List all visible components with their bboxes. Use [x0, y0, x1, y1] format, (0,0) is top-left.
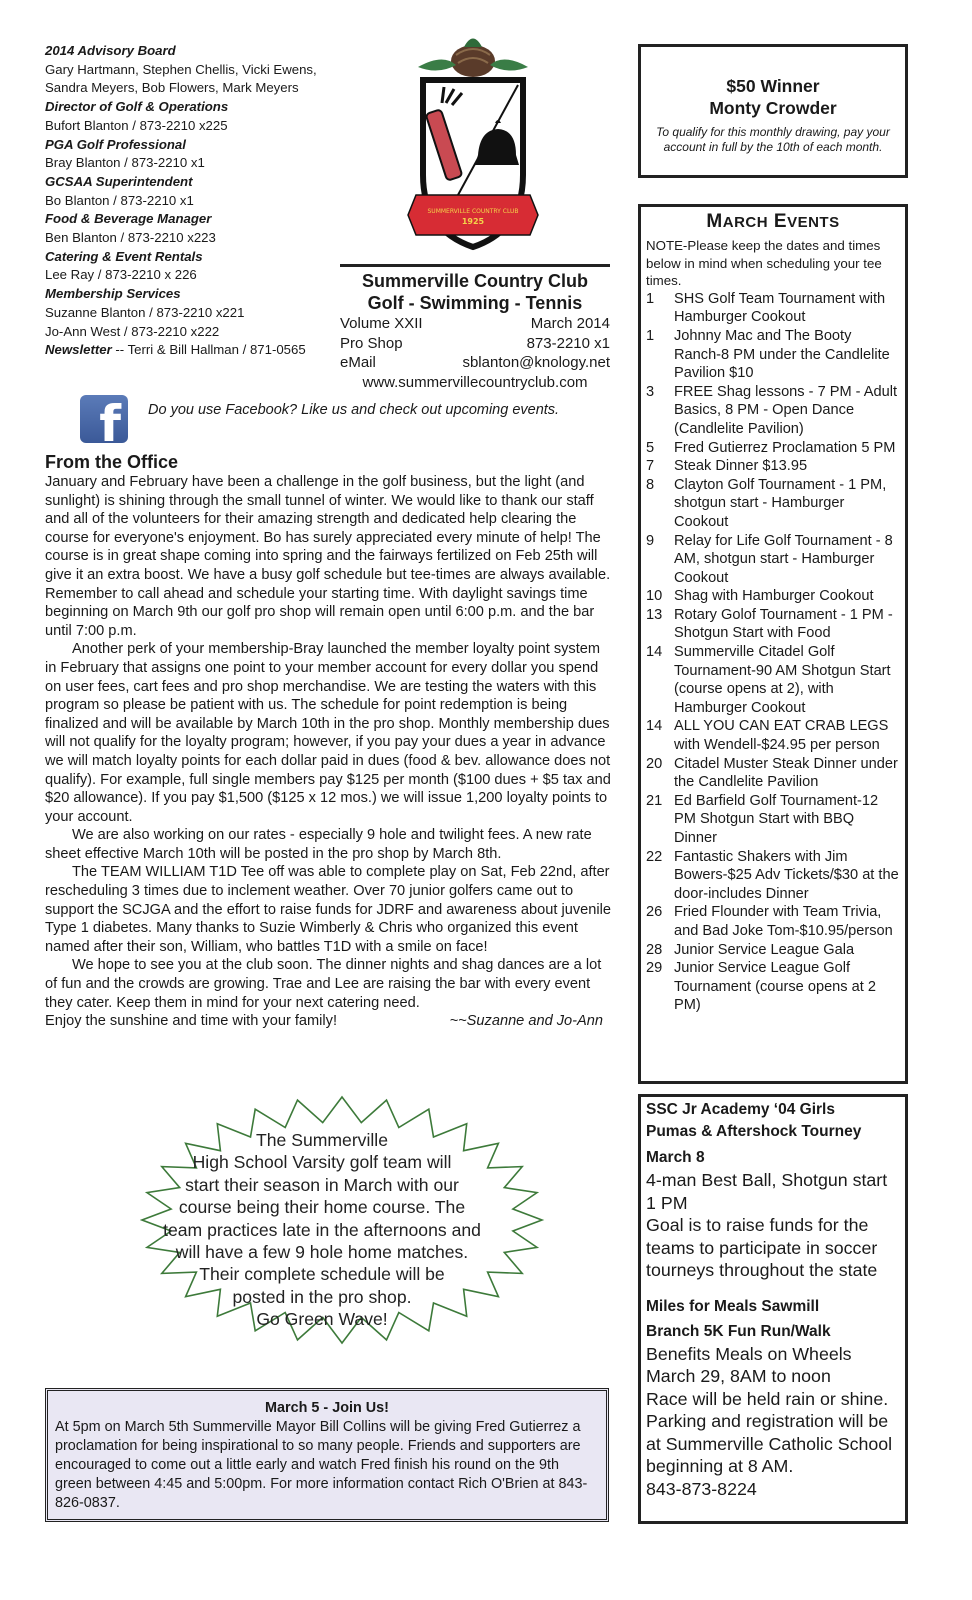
event-text: Clayton Golf Tournament - 1 PM, shotgun start - Hamburger Cookout [674, 476, 887, 530]
event-text: Citadel Muster Steak Dinner under the Candlelite Pavilion [674, 755, 898, 791]
ssc-box [638, 1094, 908, 1524]
office-closing-row [45, 1012, 611, 1031]
facebook-text: Do you use Facebook? Like us and check out upcoming events. [148, 402, 560, 418]
logo-ribbon-text: SUMMERVILLE COUNTRY CLUB [427, 208, 519, 215]
events-heading-cap: E [773, 211, 788, 232]
ssc-title: SSC Jr Academy ‘04 Girls [646, 1101, 835, 1118]
starburst-line: The Summerville [256, 1130, 388, 1150]
starburst-line: will have a few 9 hole home matches. [175, 1242, 469, 1263]
proshop-label: Pro Shop [340, 334, 403, 352]
winner-name: Monty Crowder [709, 98, 837, 118]
membership-role: Membership Services [45, 286, 181, 302]
run-text: March 29, 8AM to noon [646, 1366, 831, 1386]
join-text: At 5pm on March 5th Summerville Mayor Bill Collins will be giving Fred Gutierrez a proclamation for being inspirational to so many people. Friends and supporters are encouraged to come out a little early and watch Fred finish his round on the 9th green between 4:45 and 5:00pm. For more information contact Rich O'Brien at 843-826-0837. [55, 1419, 588, 1511]
event-day: 22 [646, 848, 663, 865]
event-item [646, 327, 900, 383]
event-item [646, 290, 900, 327]
pineapple-icon [418, 39, 528, 78]
starburst-line: Go Green Wave! [256, 1309, 388, 1330]
masthead-rule [340, 264, 610, 267]
starburst-line: posted in the pro shop. [232, 1286, 412, 1307]
join-heading: March 5 - Join Us! [265, 1400, 389, 1416]
staff-directory [45, 42, 345, 360]
ssc-title: Pumas & Aftershock Tourney [646, 1123, 862, 1140]
advisory-line: Gary Hartmann, Stephen Chellis, Vicki Ewens, [45, 61, 317, 77]
winner-box [638, 44, 908, 178]
event-item [646, 383, 900, 439]
club-name: Summerville Country Club [361, 271, 589, 291]
advisory-title: 2014 Advisory Board [45, 43, 176, 58]
event-text: Junior Service League Golf Tournament (course opens at 2 PM) [674, 960, 876, 1014]
events-heading [646, 211, 900, 233]
office-paragraph: We are also working on our rates - especially 9 hole and twilight fees. A new rate sheet effective March 10th will be posted in the pro shop by March 8th. [45, 827, 592, 862]
ssc-date: March 8 [646, 1149, 705, 1166]
email-address[interactable]: sblanton@knology.net [462, 354, 610, 371]
event-day: 3 [646, 383, 655, 400]
event-text: Rotary Golof Tournament - 1 PM - Shotgun Start with Food [674, 606, 893, 642]
event-day: 10 [646, 588, 663, 605]
event-text: Shag with Hamburger Cookout [674, 588, 874, 605]
event-item [646, 848, 900, 904]
events-heading-rest: VENTS [787, 214, 840, 231]
event-text: Steak Dinner $13.95 [674, 458, 808, 475]
facebook-icon-letter: f [99, 395, 121, 443]
winner-note: To qualify for this monthly drawing, pay your account in full by the 10th of each month. [656, 125, 890, 154]
newsletter-line [45, 341, 345, 360]
staff-contact: Bray Blanton / 873-2210 x1 [45, 155, 205, 171]
club-logo [398, 25, 548, 255]
ssc-text: Goal is to raise funds for the teams to participate in soccer tourneys throughout the state [646, 1215, 878, 1280]
event-item [646, 532, 900, 588]
event-day: 9 [646, 532, 655, 549]
staff-contact: Bufort Blanton / 873-2210 x225 [45, 117, 228, 133]
starburst-line: course being their home course. The [178, 1197, 466, 1218]
newsletter-contact: -- Terri & Bill Hallman / 871-0565 [111, 342, 306, 358]
event-day: 26 [646, 904, 663, 921]
staff-role: Catering & Event Rentals [45, 248, 203, 264]
issue-date: March 2014 [530, 315, 610, 332]
event-day: 13 [646, 606, 663, 623]
event-text: Ed Barfield Golf Tournament-12 PM Shotgun Start with BBQ Dinner [674, 792, 879, 846]
email-row [340, 353, 610, 373]
membership-contact: Jo-Ann West / 873-2210 x222 [45, 323, 220, 339]
event-item [646, 587, 900, 606]
office-signature: ~~Suzanne and Jo-Ann [449, 1013, 603, 1030]
events-note: NOTE-Please keep the dates and times below in mind when scheduling your tee times. [646, 238, 882, 289]
proshop-row [340, 334, 610, 354]
staff-role: Director of Golf & Operations [45, 99, 229, 115]
run-title: Miles for Meals Sawmill [646, 1297, 820, 1315]
office-paragraph: The TEAM WILLIAM T1D Tee off was able to complete play on Sat, Feb 22nd, after rescheduling 3 times due to inclement weather. Over 70 junior golfers came out to support the SCJGA and the effort to raise funds for JDRF and awareness about juvenile Type 1 diabetes. Many thanks to Suzie Wimberly & Chris who organized this event named after their son, William, who battles T1D with a smile on face! [45, 864, 611, 955]
newsletter-role: Newsletter [45, 342, 112, 358]
event-item [646, 792, 900, 848]
event-item [646, 941, 900, 960]
masthead [340, 270, 610, 392]
office-closing: Enjoy the sunshine and time with your family! [45, 1013, 338, 1030]
event-item [646, 476, 900, 532]
event-item [646, 606, 900, 643]
staff-contact: Ben Blanton / 873-2210 x223 [45, 230, 216, 246]
join-us-box [45, 1388, 609, 1522]
winner-amount: $50 Winner [726, 76, 820, 96]
website-link[interactable]: www.summervillecountryclub.com [362, 373, 588, 391]
club-tagline: Golf - Swimming - Tennis [367, 293, 583, 313]
advisory-line: Sandra Meyers, Bob Flowers, Mark Meyers [45, 80, 299, 96]
event-day: 28 [646, 941, 663, 958]
event-text: Summerville Citadel Golf Tournament-90 AM Shotgun Start (course opens at 2), with Hamburger Cookout [674, 644, 891, 716]
event-text: FREE Shag lessons - 7 PM - Adult Basics, 8 PM - Open Dance (Candlelite Pavilion) [674, 383, 898, 437]
ssc-text: 4-man Best Ball, Shotgun start 1 PM [646, 1170, 888, 1213]
volume-row [340, 314, 610, 334]
event-day: 8 [646, 476, 655, 493]
events-heading-rest: ARCH [722, 214, 769, 231]
event-text: Fantastic Shakers with Jim Bowers-$25 Adv Tickets/$30 at the door-includes Dinner [674, 848, 899, 902]
event-item [646, 903, 900, 940]
event-text: Junior Service League Gala [674, 941, 855, 958]
event-item [646, 457, 900, 476]
event-text: ALL YOU CAN EAT CRAB LEGS with Wendell-$24.95 per person [674, 718, 889, 754]
run-phone: 843-873-8224 [646, 1478, 757, 1499]
logo-ribbon [408, 195, 538, 235]
event-text: SHS Golf Team Tournament with Hamburger Cookout [674, 290, 886, 326]
event-day: 14 [646, 644, 663, 661]
event-day: 29 [646, 960, 663, 977]
office-article [45, 473, 611, 1031]
event-day: 1 [646, 290, 655, 307]
run-text: Benefits Meals on Wheels [646, 1343, 852, 1364]
staff-contact: Bo Blanton / 873-2210 x1 [45, 192, 194, 208]
facebook-icon[interactable] [80, 395, 128, 443]
event-item [646, 755, 900, 792]
event-item [646, 643, 900, 717]
volume-label: Volume XXII [340, 315, 423, 332]
event-list [646, 290, 900, 1015]
event-day: 1 [646, 327, 655, 344]
run-text: Race will be held rain or shine. Parking and registration will be at Summerville Catholic School beginning at 8 AM. [646, 1388, 893, 1476]
email-label: eMail [340, 354, 376, 371]
event-item [646, 959, 900, 1015]
event-day: 7 [646, 458, 655, 475]
office-heading: From the Office [45, 452, 179, 472]
starburst-text [140, 1129, 504, 1331]
events-heading-cap: M [706, 211, 723, 232]
event-text: Fried Flounder with Team Trivia, and Bad Joke Tom-$10.95/person [674, 904, 893, 939]
event-day: 21 [646, 792, 663, 809]
staff-role: PGA Golf Professional [45, 136, 186, 152]
event-item [646, 717, 900, 754]
starburst-line: team practices late in the afternoons and [163, 1219, 481, 1240]
office-paragraph: January and February have been a challenge in the golf business, but the light (and sunlight) is shining through the small tunnel of winter. We would like to thank our staff and all of the volunteers for their amazing strength and dedicated help clearing the course for everyone's enjoyment. Bo has surely appreciated every minute of help! The course is in great shape coming into spring and the fairways fertilized on Feb 25th will give it an extra boost. We have a busy golf schedule but tee-times are always available. Remember to call ahead and schedule your starting time. With daylight savings time beginning on March 9th our golf pro shop will remain open until 6:00 p.m. and the bar until 7:00 p.m. [45, 474, 611, 639]
event-text: Relay for Life Golf Tournament - 8 AM, shotgun start - Hamburger Cookout [674, 532, 893, 586]
starburst-line: Their complete schedule will be [199, 1264, 445, 1285]
march-events-box [638, 204, 908, 1084]
staff-role: Food & Beverage Manager [45, 211, 212, 227]
event-day: 14 [646, 718, 663, 735]
event-day: 20 [646, 755, 663, 772]
membership-contact: Suzanne Blanton / 873-2210 x221 [45, 304, 245, 320]
staff-role: GCSAA Superintendent [45, 173, 193, 189]
office-paragraph: We hope to see you at the club soon. The dinner nights and shag dances are a lot of fun and the crowds are growing. Trae and Lee are raising the bar with every event they cater. Keep them in mind for your next catering need. [45, 957, 602, 1011]
run-title: Branch 5K Fun Run/Walk [646, 1322, 831, 1340]
office-paragraph: Another perk of your membership-Bray launched the member loyalty point system in February that assigns one point to your member account for every dollar you spend on user fees, cart fees and pro shop merchandise. We are testing the waters with this program so please be patient with us. The schedule for point redemption is being finalized and will be available by March 10th in the pro shop. Monthly membership dues will not qualify for the loyalty program; however, if you pay your dues a year in advance we will match loyalty points for each dollar paid in dues (food & bev. allowance does not qualify). For example, full single members pay $125 per month ($100 dues + $5 tax and $20 allowance). If you pay $1,500 ($125 x 12 mos.) we will issue 1,200 loyalty points to your account. [45, 641, 611, 825]
logo-year: 1925 [461, 217, 485, 226]
starburst-line: start their season in March with our [185, 1174, 459, 1195]
event-text: Fred Gutierrez Proclamation 5 PM [674, 439, 896, 456]
event-text: Johnny Mac and The Booty Ranch-8 PM under the Candlelite Pavilion $10 [674, 327, 890, 382]
starburst-line: High School Varsity golf team will [192, 1152, 452, 1173]
event-item [646, 439, 900, 458]
event-day: 5 [646, 439, 655, 456]
proshop-phone: 873-2210 x1 [526, 334, 610, 352]
staff-contact: Lee Ray / 873-2210 x 226 [45, 267, 197, 283]
